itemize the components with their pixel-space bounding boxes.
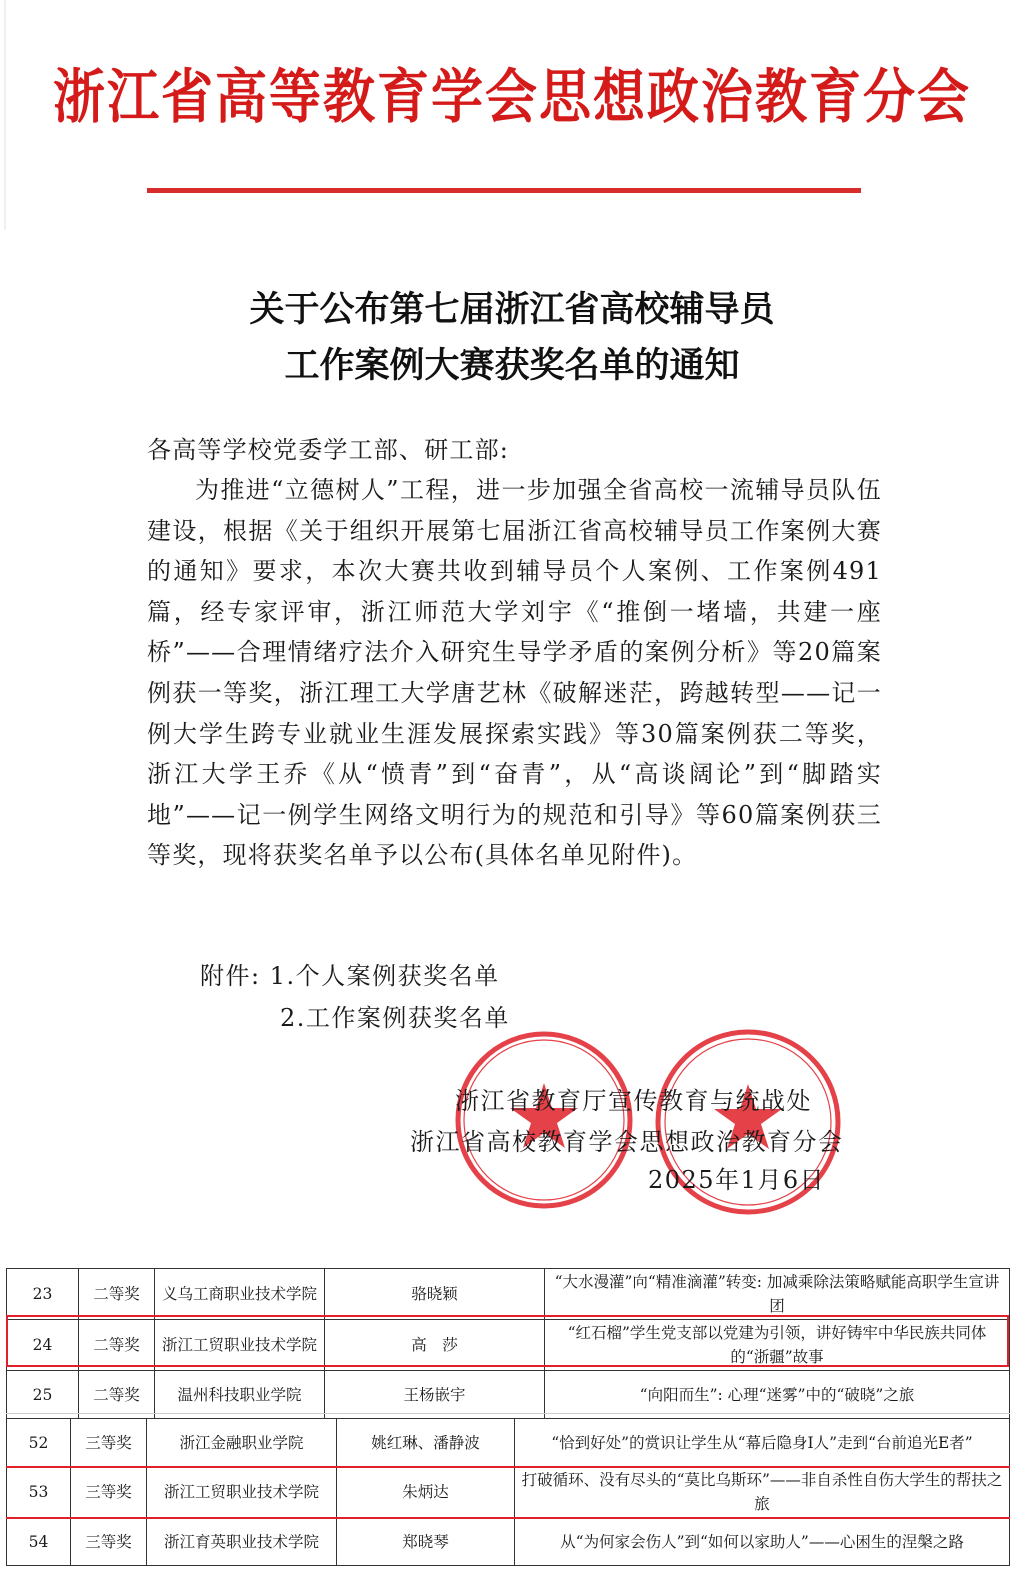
cell-award: 二等奖 (79, 1371, 155, 1419)
cell-number: 53 (7, 1467, 71, 1518)
cell-name: 朱炳达 (337, 1467, 515, 1518)
attachment-line-2: 2.工作案例获奖名单 (280, 1004, 510, 1032)
cell-name: 郑晓琴 (337, 1518, 515, 1566)
cell-award: 二等奖 (79, 1269, 155, 1320)
attachment-line-1: 附件: 1.个人案例获奖名单 (200, 962, 500, 990)
cell-award: 三等奖 (71, 1467, 147, 1518)
signatory-line-1: 浙江省教育厅宣传教育与统战处 (455, 1087, 812, 1115)
cell-name: 姚红琳、潘静波 (337, 1419, 515, 1467)
cell-school: 浙江金融职业学院 (147, 1419, 337, 1467)
cell-school: 浙江育英职业技术学院 (147, 1518, 337, 1566)
letterhead-red-rule (147, 188, 861, 193)
cell-school: 义乌工商职业技术学院 (155, 1269, 325, 1320)
cell-school: 温州科技职业学院 (155, 1371, 325, 1419)
notice-salutation: 各高等学校党委学工部、研工部: (147, 436, 510, 464)
award-table-excerpt-1 (6, 1268, 1010, 1419)
notice-body-paragraph: 为推进“立德树人”工程，进一步加强全省高校一流辅导员队伍建设，根据《关于组织开展第七届浙江省高校辅导员工作案例大赛的通知》要求，本次大赛共收到辅导员个人案例、工作案例491篇，经专家评审，浙江师范大学刘宇《“推倒一堵墙，共建一座桥”——合理情绪疗法介入研究生导学矛盾的案例分析》等20篇案例获一等奖，浙江理工大学唐艺林《破解迷茫，跨越转型——记一例大学生跨专业就业生涯发展探索实践》等30篇案例获二等奖，浙江大学王乔《从“愤青”到“奋青”，从“高谈阔论”到“脚踏实地”——记一例学生网络文明行为的规范和引导》等60篇案例获三等奖，现将获奖名单予以公布(具体名单见附件)。 (147, 476, 882, 870)
official-seal-propaganda-dept (452, 1028, 636, 1212)
cell-award: 三等奖 (71, 1518, 147, 1566)
cell-number: 24 (7, 1320, 79, 1371)
cell-school: 浙江工贸职业技术学院 (147, 1467, 337, 1518)
signatory-line-2: 浙江省高校教育学会思想政治教育分会 (410, 1128, 844, 1156)
table-row (7, 1518, 1010, 1566)
cell-case-title: 打破循环、没有尽头的“莫比乌斯环”——非自杀性自伤大学生的帮扶之旅 (515, 1467, 1010, 1518)
cell-number: 52 (7, 1419, 71, 1467)
cell-number: 54 (7, 1518, 71, 1566)
notice-date: 2025年1月6日 (648, 1166, 826, 1194)
table-row (7, 1467, 1010, 1518)
table-row (7, 1419, 1010, 1467)
cell-name: 骆晓颖 (325, 1269, 545, 1320)
notice-title-line-1: 关于公布第七届浙江省高校辅导员 (249, 289, 775, 330)
cell-case-title: “恰到好处”的赏识让学生从“幕后隐身I人”走到“台前追光E者” (515, 1419, 1010, 1467)
cell-case-title: 从“为何家会伤人”到“如何以家助人”——心困生的涅槃之路 (515, 1518, 1010, 1566)
cell-number: 25 (7, 1371, 79, 1419)
table-row (7, 1371, 1010, 1419)
cell-award: 二等奖 (79, 1320, 155, 1371)
cell-award: 三等奖 (71, 1419, 147, 1467)
table-separator (6, 1413, 1010, 1414)
cell-case-title: “大水漫灌”向“精准滴灌”转变: 加减乘除法策略赋能高职学生宣讲团 (545, 1269, 1010, 1320)
letterhead-org-name: 浙江省高等教育学会思想政治教育分会 (52, 63, 971, 132)
cell-school: 浙江工贸职业技术学院 (155, 1320, 325, 1371)
cell-case-title: “向阳而生”: 心理“迷雾”中的“破晓”之旅 (545, 1371, 1010, 1419)
award-table-excerpt-2 (6, 1418, 1010, 1566)
cell-name: 高 莎 (325, 1320, 545, 1371)
cell-name: 王杨嵌宇 (325, 1371, 545, 1419)
table-row (7, 1269, 1010, 1320)
cell-case-title: “红石榴”学生党支部以党建为引领，讲好铸牢中华民族共同体的“浙疆”故事 (545, 1320, 1010, 1371)
cell-number: 23 (7, 1269, 79, 1320)
notice-title-line-2: 工作案例大赛获奖名单的通知 (284, 345, 740, 386)
table-row (7, 1320, 1010, 1371)
